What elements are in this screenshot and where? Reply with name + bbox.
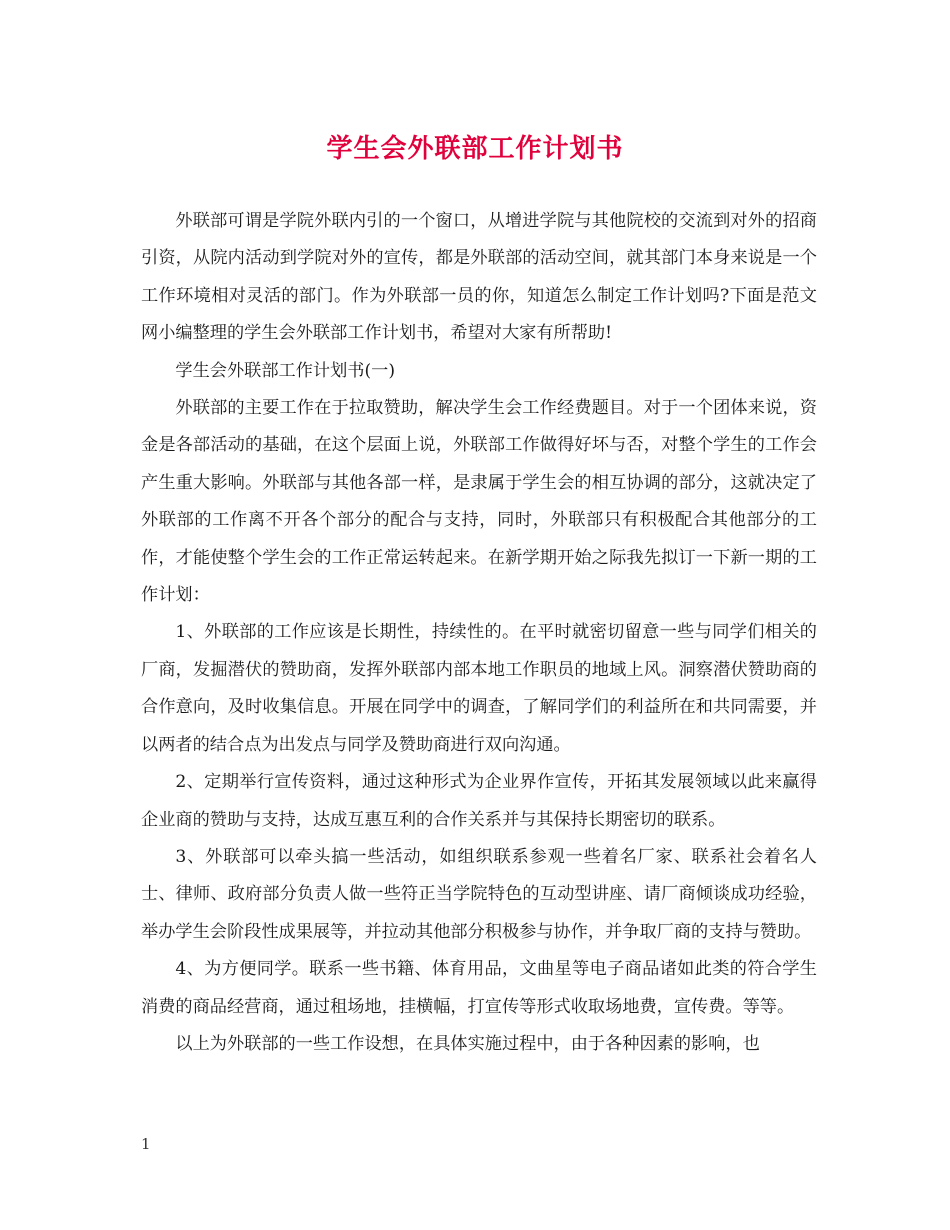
paragraph-section-heading: 学生会外联部工作计划书(一) — [175, 360, 396, 381]
document-title: 学生会外联部工作计划书 — [326, 134, 624, 164]
paragraph-item-4: 4、为方便同学。联系一些书籍、体育用品，文曲星等电子商品诸如此类的符合学生消费的商品经营商，通过租场地，挂横幅，打宣传等形式收取场地费，宣传费。等等。 — [141, 959, 817, 1017]
paragraph-intro: 外联部可谓是学院外联内引的一个窗口，从增进学院与其他院校的交流到对外的招商引资，从院内活动到学院对外的宣传，都是外联部的活动空间，就其部门本身来说是一个工作环境相对灵活的部门。作为外联部一员的你，知道怎么制定工作计划吗?下面是范文网小编整理的学生会外联部工作计划书，希望对大家有所帮助! — [141, 211, 817, 344]
document-body — [141, 203, 817, 1063]
paragraph-item-1: 1、外联部的工作应该是长期性，持续性的。在平时就密切留意一些与同学们相关的厂商，发掘潜伏的赞助商，发挥外联部内部本地工作职员的地域上风。洞察潜伏赞助商的合作意向，及时收集信息。开展在同学中的调查，了解同学们的利益所在和共同需要，并以两者的结合点为出发点与同学及赞助商进行双向沟通。 — [141, 622, 817, 755]
paragraph-item-3: 3、外联部可以牵头搞一些活动，如组织联系参观一些着名厂家、联系社会着名人士、律师、政府部分负责人做一些符正当学院特色的互动型讲座、请厂商倾谈成功经验，举办学生会阶段性成果展等，并拉动其他部分积极参与协作，并争取厂商的支持与赞助。 — [141, 846, 817, 942]
page-number: 1 — [141, 1135, 151, 1153]
paragraph-item-2: 2、定期举行宣传资料，通过这种形式为企业界作宣传，开拓其发展领域以此来赢得企业商的赞助与支持，达成互惠互利的合作关系并与其保持长期密切的联系。 — [141, 772, 817, 830]
paragraph-conclusion: 以上为外联部的一些工作设想，在具体实施过程中，由于各种因素的影响，也 — [175, 1033, 760, 1054]
paragraph-main-work: 外联部的主要工作在于拉取赞助，解决学生会工作经费题目。对于一个团体来说，资金是各部活动的基础，在这个层面上说，外联部工作做得好坏与否，对整个学生的工作会产生重大影响。外联部与其他各部一样，是隶属于学生会的相互协调的部分，这就决定了外联部的工作离不开各个部分的配合与支持，同时，外联部只有积极配合其他部分的工作，才能使整个学生会的工作正常运转起来。在新学期开始之际我先拟订一下新一期的工作计划： — [141, 398, 817, 606]
